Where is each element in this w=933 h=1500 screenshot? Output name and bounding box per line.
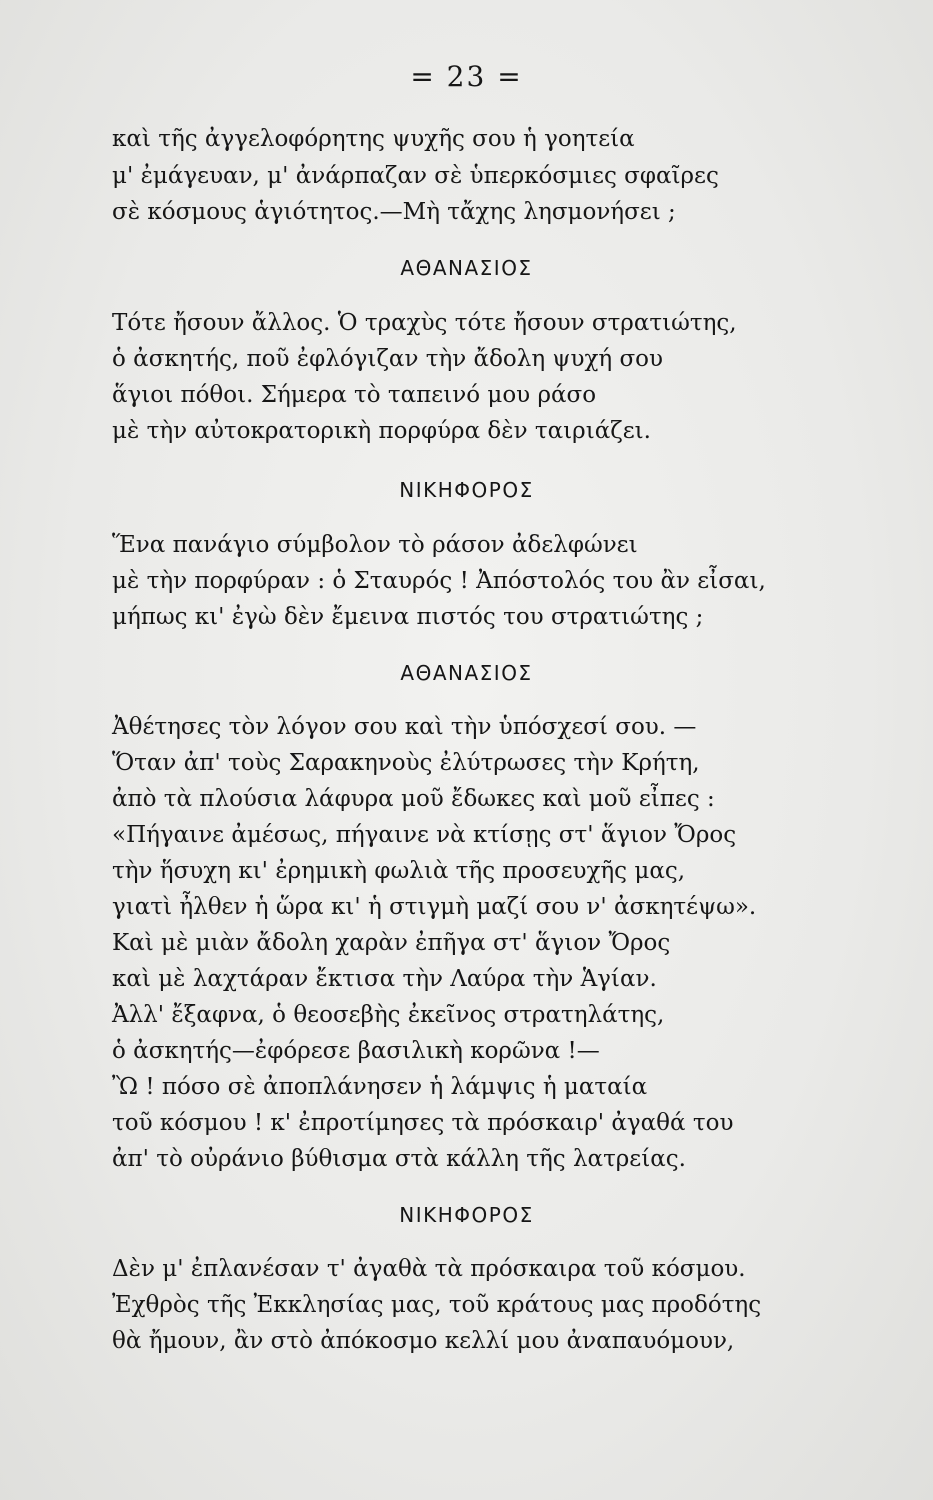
verse-line: Ὢ ! πόσο σὲ ἀποπλάνησεν ἡ λάμψις ἡ ματαία (112, 1074, 648, 1100)
speaker-name: ΝΙΚΗΦΟΡΟΣ (399, 1203, 534, 1227)
verse-line: ὁ ἀσκητής, ποῦ ἐφλόγιζαν τὴν ἄδολη ψυχή σου (112, 346, 664, 372)
verse-line: μήπως κι' ἐγὼ δὲν ἔμεινα πιστός του στρατιώτης ; (112, 604, 704, 630)
verse-line: καὶ τῆς ἀγγελοφόρητης ψυχῆς σου ἡ γοητεία (112, 126, 635, 152)
verse-line: Τότε ἤσουν ἄλλος. Ὁ τραχὺς τότε ἤσουν στρατιώτης, (112, 310, 737, 336)
verse-line: γιατὶ ἦλθεν ἡ ὥρα κι' ἡ στιγμὴ μαζί σου ν' ἀσκητέψω». (112, 894, 757, 920)
page-number: = 23 = (410, 60, 523, 93)
verse-line: Ἕνα πανάγιο σύμβολον τὸ ράσον ἀδελφώνει (112, 532, 638, 558)
verse-line: τὴν ἥσυχη κι' ἐρημικὴ φωλιὰ τῆς προσευχῆς μας, (112, 858, 686, 884)
verse-line: ὁ ἀσκητής—ἐφόρεσε βασιλικὴ κορῶνα !— (112, 1038, 600, 1064)
verse-line: τοῦ κόσμου ! κ' ἐπροτίμησες τὰ πρόσκαιρ' ἀγαθά του (112, 1110, 734, 1136)
verse-line: μ' ἐμάγευαν, μ' ἀνάρπαζαν σὲ ὑπερκόσμιες σφαῖρες (112, 163, 719, 189)
speaker-name: ΝΙΚΗΦΟΡΟΣ (399, 478, 534, 502)
speaker-name: ΑΘΑΝΑΣΙΟΣ (400, 661, 533, 685)
verse-line: θὰ ἤμουν, ἂν στὸ ἀπόκοσμο κελλί μου ἀναπαυόμουν, (112, 1328, 735, 1354)
verse-line: μὲ τὴν αὐτοκρατορικὴ πορφύρα δὲν ταιριάζει. (112, 418, 651, 444)
verse-line: ἅγιοι πόθοι. Σήμερα τὸ ταπεινό μου ράσο (112, 382, 597, 408)
verse-line: Ἀλλ' ἔξαφνα, ὁ θεοσεβὴς ἐκεῖνος στρατηλάτης, (112, 1002, 665, 1028)
verse-line: «Πήγαινε ἀμέσως, πήγαινε νὰ κτίσῃς στ' ἅγιον Ὄρος (112, 822, 737, 848)
verse-line: ἀπ' τὸ οὐράνιο βύθισμα στὰ κάλλη τῆς λατρείας. (112, 1146, 686, 1172)
verse-line: Ὅταν ἀπ' τοὺς Σαρακηνοὺς ἐλύτρωσες τὴν Κρήτη, (112, 750, 700, 776)
speaker-name: ΑΘΑΝΑΣΙΟΣ (400, 256, 533, 280)
verse-line: καὶ μὲ λαχτάραν ἔκτισα τὴν Λαύρα τὴν Ἁγίαν. (112, 966, 657, 992)
verse-line: Ἀθέτησες τὸν λόγον σου καὶ τὴν ὑπόσχεσί σου. — (112, 714, 697, 740)
verse-line: ἀπὸ τὰ πλούσια λάφυρα μοῦ ἔδωκες καὶ μοῦ εἶπες : (112, 786, 715, 812)
verse-line: Ἐχθρὸς τῆς Ἐκκλησίας μας, τοῦ κράτους μας προδότης (112, 1292, 762, 1318)
verse-line: σὲ κόσμους ἁγιότητος.—Μὴ τἄχης λησμονήσει ; (112, 199, 676, 225)
verse-line: μὲ τὴν πορφύραν : ὁ Σταυρός ! Ἀπόστολός του ἂν εἶσαι, (112, 568, 766, 594)
verse-line: Καὶ μὲ μιὰν ἄδολη χαρὰν ἐπῆγα στ' ἅγιον Ὄρος (112, 930, 671, 956)
verse-line: Δὲν μ' ἐπλανέσαν τ' ἀγαθὰ τὰ πρόσκαιρα τοῦ κόσμου. (112, 1256, 746, 1282)
